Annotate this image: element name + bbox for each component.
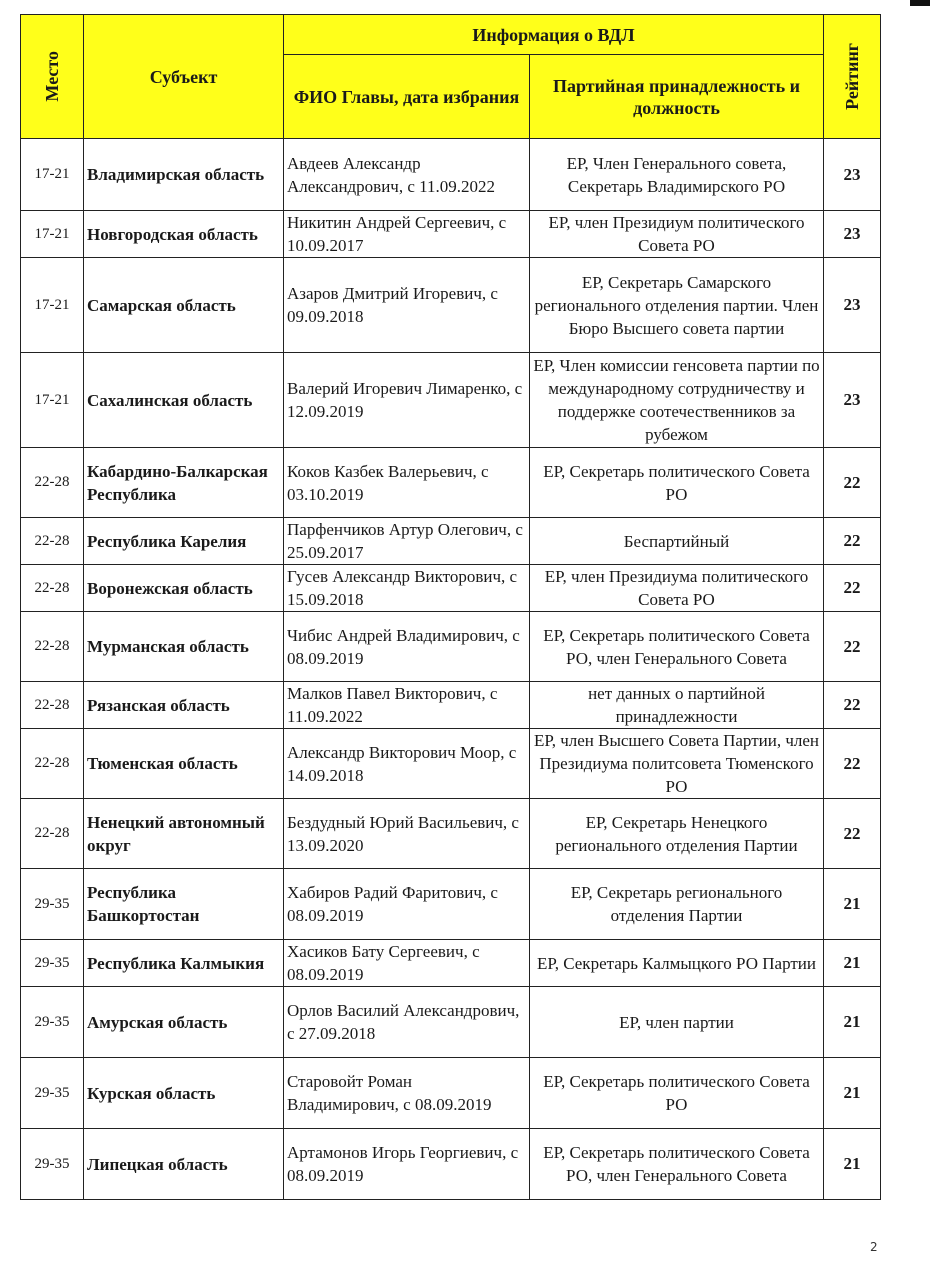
cell-fio: Орлов Василий Александрович, с 27.09.2018 bbox=[284, 987, 530, 1058]
cell-place: 17-21 bbox=[21, 258, 84, 353]
cell-rating: 22 bbox=[824, 682, 881, 729]
cell-party: ЕР, Секретарь политического Совета РО, член Генерального Совета bbox=[530, 612, 824, 682]
cell-party: ЕР, Секретарь политического Совета РО bbox=[530, 1058, 824, 1129]
cell-place: 29-35 bbox=[21, 869, 84, 940]
cell-fio: Бездудный Юрий Васильевич, с 13.09.2020 bbox=[284, 799, 530, 869]
table-row bbox=[21, 940, 881, 987]
cell-party: ЕР, Член Генерального совета, Секретарь Владимирского РО bbox=[530, 139, 824, 211]
cell-party: ЕР, член Президиум политического Совета РО bbox=[530, 211, 824, 258]
cell-place: 29-35 bbox=[21, 1058, 84, 1129]
cell-rating: 22 bbox=[824, 612, 881, 682]
table-row bbox=[21, 1058, 881, 1129]
cell-place: 22-28 bbox=[21, 682, 84, 729]
cell-place: 22-28 bbox=[21, 448, 84, 518]
table-row bbox=[21, 565, 881, 612]
cell-fio: Артамонов Игорь Георгиевич, с 08.09.2019 bbox=[284, 1129, 530, 1200]
cell-place: 29-35 bbox=[21, 1129, 84, 1200]
cell-fio: Хабиров Радий Фаритович, с 08.09.2019 bbox=[284, 869, 530, 940]
cell-rating: 23 bbox=[824, 258, 881, 353]
cell-party: ЕР, член Президиума политического Совета РО bbox=[530, 565, 824, 612]
cell-fio: Гусев Александр Викторович, с 15.09.2018 bbox=[284, 565, 530, 612]
table-row bbox=[21, 612, 881, 682]
cell-subject: Новгородская область bbox=[84, 211, 284, 258]
cell-fio: Чибис Андрей Владимирович, с 08.09.2019 bbox=[284, 612, 530, 682]
cell-party: ЕР, член партии bbox=[530, 987, 824, 1058]
cell-place: 17-21 bbox=[21, 211, 84, 258]
cell-place: 17-21 bbox=[21, 353, 84, 448]
cell-fio: Хасиков Бату Сергеевич, с 08.09.2019 bbox=[284, 940, 530, 987]
cell-fio: Коков Казбек Валерьевич, с 03.10.2019 bbox=[284, 448, 530, 518]
cell-subject: Сахалинская область bbox=[84, 353, 284, 448]
header-fio: ФИО Главы, дата избрания bbox=[284, 55, 530, 139]
table-body bbox=[21, 139, 881, 1200]
cell-party: ЕР, Секретарь политического Совета РО, член Генерального Совета bbox=[530, 1129, 824, 1200]
cell-subject: Мурманская область bbox=[84, 612, 284, 682]
cell-fio: Валерий Игоревич Лимаренко, с 12.09.2019 bbox=[284, 353, 530, 448]
cell-rating: 23 bbox=[824, 211, 881, 258]
header-subject: Субъект bbox=[84, 15, 284, 139]
cell-place: 22-28 bbox=[21, 612, 84, 682]
cell-rating: 22 bbox=[824, 565, 881, 612]
cell-fio: Азаров Дмитрий Игоревич, с 09.09.2018 bbox=[284, 258, 530, 353]
cell-party: Беспартийный bbox=[530, 518, 824, 565]
cell-fio: Никитин Андрей Сергеевич, с 10.09.2017 bbox=[284, 211, 530, 258]
cell-subject: Ненецкий автономный округ bbox=[84, 799, 284, 869]
cell-fio: Старовойт Роман Владимирович, с 08.09.2019 bbox=[284, 1058, 530, 1129]
cell-party: ЕР, Секретарь Ненецкого регионального отделения Партии bbox=[530, 799, 824, 869]
cell-place: 22-28 bbox=[21, 729, 84, 799]
table-row bbox=[21, 682, 881, 729]
table-row bbox=[21, 869, 881, 940]
cell-subject: Владимирская область bbox=[84, 139, 284, 211]
cell-fio: Авдеев Александр Александрович, с 11.09.2022 bbox=[284, 139, 530, 211]
cell-subject: Самарская область bbox=[84, 258, 284, 353]
cell-rating: 23 bbox=[824, 353, 881, 448]
table-row bbox=[21, 448, 881, 518]
header-place: Место bbox=[21, 15, 84, 139]
cell-rating: 23 bbox=[824, 139, 881, 211]
cell-subject: Республика Карелия bbox=[84, 518, 284, 565]
cell-place: 29-35 bbox=[21, 987, 84, 1058]
cell-party: ЕР, Секретарь политического Совета РО bbox=[530, 448, 824, 518]
cell-party: ЕР, Член комиссии генсовета партии по международному сотрудничеству и поддержке соотечественников за рубежом bbox=[530, 353, 824, 448]
page-number: 2 bbox=[870, 1240, 878, 1254]
cell-subject: Кабардино-Балкарская Республика bbox=[84, 448, 284, 518]
table-row bbox=[21, 211, 881, 258]
scan-edge-mark bbox=[910, 0, 930, 6]
cell-subject: Тюменская область bbox=[84, 729, 284, 799]
cell-subject: Республика Башкортостан bbox=[84, 869, 284, 940]
cell-party: ЕР, Секретарь Самарского регионального отделения партии. Член Бюро Высшего совета партии bbox=[530, 258, 824, 353]
table-row bbox=[21, 799, 881, 869]
cell-place: 17-21 bbox=[21, 139, 84, 211]
cell-rating: 22 bbox=[824, 518, 881, 565]
table-row bbox=[21, 1129, 881, 1200]
table-row bbox=[21, 729, 881, 799]
cell-place: 22-28 bbox=[21, 799, 84, 869]
cell-rating: 21 bbox=[824, 987, 881, 1058]
cell-subject: Воронежская область bbox=[84, 565, 284, 612]
cell-party: ЕР, член Высшего Совета Партии, член Президиума политсовета Тюменского РО bbox=[530, 729, 824, 799]
table-row bbox=[21, 987, 881, 1058]
cell-rating: 22 bbox=[824, 799, 881, 869]
cell-subject: Липецкая область bbox=[84, 1129, 284, 1200]
cell-fio: Парфенчиков Артур Олегович, с 25.09.2017 bbox=[284, 518, 530, 565]
cell-fio: Александр Викторович Моор, с 14.09.2018 bbox=[284, 729, 530, 799]
cell-rating: 21 bbox=[824, 940, 881, 987]
cell-rating: 21 bbox=[824, 869, 881, 940]
cell-place: 29-35 bbox=[21, 940, 84, 987]
table-header bbox=[21, 15, 881, 139]
cell-place: 22-28 bbox=[21, 565, 84, 612]
cell-fio: Малков Павел Викторович, с 11.09.2022 bbox=[284, 682, 530, 729]
table-row bbox=[21, 518, 881, 565]
cell-rating: 21 bbox=[824, 1058, 881, 1129]
table-row bbox=[21, 353, 881, 448]
cell-party: ЕР, Секретарь регионального отделения Партии bbox=[530, 869, 824, 940]
header-party: Партийная принадлежность и должность bbox=[530, 55, 824, 139]
table-row bbox=[21, 139, 881, 211]
cell-rating: 22 bbox=[824, 729, 881, 799]
cell-subject: Рязанская область bbox=[84, 682, 284, 729]
header-rating: Рейтинг bbox=[824, 15, 881, 139]
rating-table bbox=[20, 14, 881, 1200]
header-row-1 bbox=[21, 15, 881, 55]
cell-rating: 21 bbox=[824, 1129, 881, 1200]
cell-place: 22-28 bbox=[21, 518, 84, 565]
header-info-group: Информация о ВДЛ bbox=[284, 15, 824, 55]
cell-party: ЕР, Секретарь Калмыцкого РО Партии bbox=[530, 940, 824, 987]
cell-rating: 22 bbox=[824, 448, 881, 518]
table-row bbox=[21, 258, 881, 353]
cell-subject: Курская область bbox=[84, 1058, 284, 1129]
cell-subject: Республика Калмыкия bbox=[84, 940, 284, 987]
cell-subject: Амурская область bbox=[84, 987, 284, 1058]
cell-party: нет данных о партийной принадлежности bbox=[530, 682, 824, 729]
